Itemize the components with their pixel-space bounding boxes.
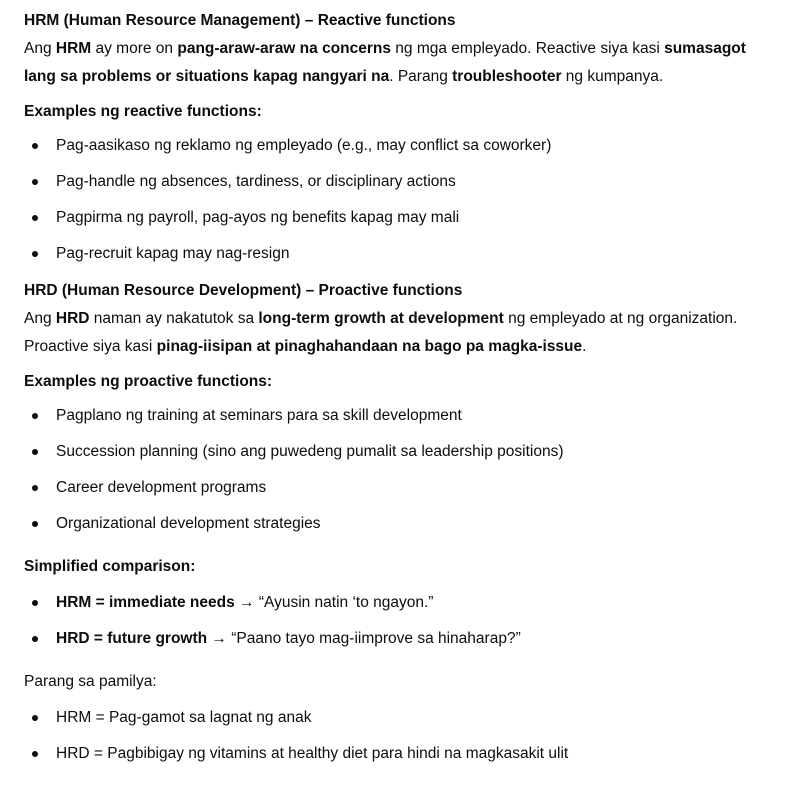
bold-text: long-term growth at development: [258, 310, 504, 327]
list-item: HRD = Pagbibigay ng vitamins at healthy diet para hindi na magkasakit ulit: [24, 736, 782, 772]
bullet-icon: [32, 485, 38, 491]
text-run: . Parang: [389, 68, 453, 85]
text-run: naman ay nakatutok sa: [89, 310, 259, 327]
bullet-icon: [32, 600, 38, 606]
bullet-icon: [32, 251, 38, 257]
list-item: HRD = future growth → “Paano tayo mag-iimprove sa hinaharap?”: [24, 621, 782, 657]
text-run: Ang: [24, 40, 56, 57]
bullet-icon: [32, 143, 38, 149]
bold-text: HRD: [55, 310, 90, 327]
bold-text: pinag-iisipan at pinaghahandaan na bago pa magka-issue: [156, 338, 583, 355]
hrd-heading: HRD (Human Resource Development) – Proactive functions: [24, 282, 463, 299]
text-run: ng mga empleyado. Reactive siya kasi: [390, 40, 665, 57]
family-list: [24, 700, 782, 772]
text-run: ng kumpanya.: [561, 68, 664, 85]
bullet-icon: [32, 413, 38, 419]
bullet-icon: [32, 751, 38, 757]
hrm-examples-list: [24, 128, 782, 272]
bullet-icon: [32, 715, 38, 721]
comparison-heading: Simplified comparison:: [24, 558, 196, 575]
bullet-icon: [32, 521, 38, 527]
bullet-icon: [32, 636, 38, 642]
text-run: ay more on: [91, 40, 178, 57]
bold-text: sumasagot lang sa problems or situations kapag nangyari na: [24, 40, 746, 85]
hrm-heading: HRM (Human Resource Management) – Reactive functions: [24, 12, 456, 29]
hrd-examples-heading: Examples ng proactive functions:: [24, 373, 273, 390]
hrm-paragraph: [24, 35, 782, 91]
list-item: Pag-handle ng absences, tardiness, or disciplinary actions: [24, 164, 782, 200]
text-run: .: [582, 338, 587, 355]
text-run: Ang: [24, 310, 56, 327]
list-item: Pagplano ng training at seminars para sa skill development: [24, 398, 782, 434]
family-intro: Parang sa pamilya:: [24, 673, 157, 690]
hrd-examples-list: [24, 398, 782, 542]
text-run: ng empleyado at ng organization. Proactive siya kasi: [24, 310, 738, 355]
hrd-paragraph: [24, 305, 782, 361]
list-item: HRM = immediate needs → “Ayusin natin ‘to ngayon.”: [24, 585, 782, 621]
list-item: Organizational development strategies: [24, 506, 782, 542]
bold-text: HRM: [55, 40, 92, 57]
list-item: Succession planning (sino ang puwedeng pumalit sa leadership positions): [24, 434, 782, 470]
list-item: Pag-aasikaso ng reklamo ng empleyado (e.g., may conflict sa coworker): [24, 128, 782, 164]
bullet-icon: [32, 179, 38, 185]
bold-text: pang-araw-araw na concerns: [177, 40, 391, 57]
list-item: HRM = Pag-gamot sa lagnat ng anak: [24, 700, 782, 736]
list-item: Pag-recruit kapag may nag-resign: [24, 236, 782, 272]
comparison-list: [24, 585, 782, 657]
bullet-icon: [32, 215, 38, 221]
bold-text: troubleshooter: [452, 68, 562, 85]
bullet-icon: [32, 449, 38, 455]
hrm-examples-heading: Examples ng reactive functions:: [24, 103, 262, 120]
list-item: Pagpirma ng payroll, pag-ayos ng benefits kapag may mali: [24, 200, 782, 236]
list-item: Career development programs: [24, 470, 782, 506]
